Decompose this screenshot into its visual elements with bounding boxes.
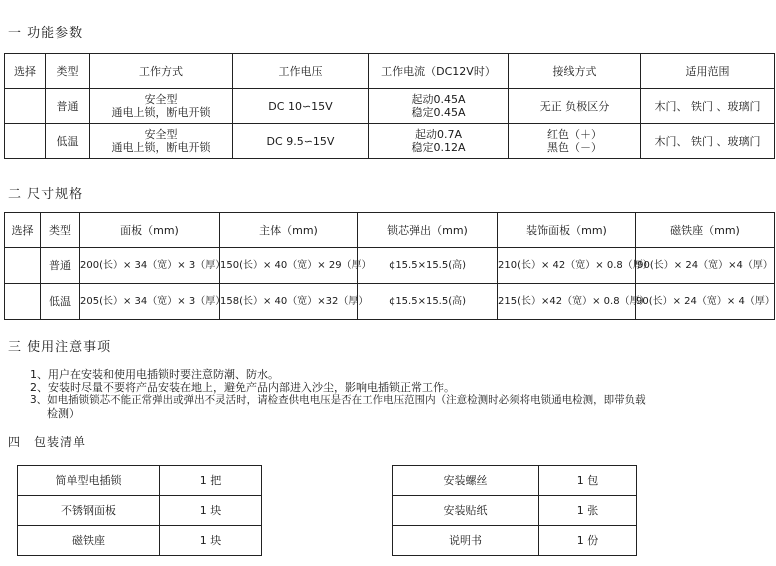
wiring-line: 红色（＋） — [547, 128, 602, 141]
body-cell: 150(长）× 40（宽）× 29（厚） — [220, 248, 358, 284]
select-cell — [5, 89, 46, 124]
voltage-cell: DC 10∽15V — [233, 89, 369, 124]
item-cell: 安装螺丝 — [393, 466, 539, 496]
note-item: 2、安装时尽量不要将产品安装在地上，避免产品内部进入沙尘，影响电插锁正常工作。 — [30, 381, 455, 394]
select-cell — [5, 124, 46, 159]
packing-table-right — [392, 465, 637, 556]
current-line: 稳定0.45A — [411, 106, 466, 119]
mode-line: 安全型 — [144, 93, 178, 106]
header-cell: 面板（mm) — [80, 213, 220, 248]
table-row — [18, 496, 262, 526]
section-title-function: 一 功能参数 — [8, 26, 84, 41]
select-cell — [5, 248, 41, 284]
deco-cell: 215(长）×42（宽）× 0.8（厚） — [498, 284, 636, 320]
type-cell: 低温 — [41, 284, 80, 320]
select-cell — [5, 284, 41, 320]
header-cell: 接线方式 — [509, 54, 641, 89]
section-title-notes: 三 使用注意事项 — [8, 340, 112, 355]
table-row — [5, 89, 775, 124]
header-cell: 工作电流（DC12V时） — [369, 54, 509, 89]
panel-cell: 205(长）× 34（宽）× 3（厚） — [80, 284, 220, 320]
table-row — [5, 248, 775, 284]
table-row — [393, 466, 637, 496]
deco-cell: 210(长）× 42（宽）× 0.8（厚） — [498, 248, 636, 284]
body-cell: 158(长）× 40（宽）×32（厚） — [220, 284, 358, 320]
header-cell: 工作电压 — [233, 54, 369, 89]
mode-line: 通电上锁，断电开锁 — [111, 106, 211, 119]
header-cell: 适用范围 — [641, 54, 775, 89]
wiring-line: 无正 负极区分 — [539, 99, 610, 113]
qty-cell: 1 份 — [539, 526, 637, 556]
mode-cell — [90, 89, 233, 124]
current-line: 起动0.45A — [411, 93, 466, 106]
qty-cell: 1 张 — [539, 496, 637, 526]
header-cell: 锁芯弹出（mm) — [358, 213, 498, 248]
section-title-size: 二 尺寸规格 — [8, 187, 84, 202]
header-cell: 类型 — [41, 213, 80, 248]
section-title-packing: 四 包装清单 — [8, 435, 87, 449]
table-header-row — [5, 54, 775, 89]
packing-table-left — [17, 465, 262, 556]
current-cell — [369, 89, 509, 124]
mode-line: 安全型 — [144, 128, 178, 141]
function-table — [4, 53, 775, 159]
qty-cell: 1 包 — [539, 466, 637, 496]
header-cell: 类型 — [46, 54, 90, 89]
magnet-cell: 90(长）× 24（宽）×4（厚） — [636, 248, 775, 284]
item-cell: 不锈钢面板 — [18, 496, 160, 526]
table-row — [5, 284, 775, 320]
header-cell: 装饰面板（mm) — [498, 213, 636, 248]
type-cell: 普通 — [46, 89, 90, 124]
header-cell: 磁铁座（mm) — [636, 213, 775, 248]
bolt-cell: ¢15.5×15.5(高) — [358, 284, 498, 320]
mode-cell — [90, 124, 233, 159]
type-cell: 普通 — [41, 248, 80, 284]
mode-line: 通电上锁，断电开锁 — [111, 141, 211, 154]
current-line: 起动0.7A — [414, 128, 463, 141]
type-cell: 低温 — [46, 124, 90, 159]
size-table — [4, 212, 775, 320]
table-row — [5, 124, 775, 159]
item-cell: 磁铁座 — [18, 526, 160, 556]
wiring-cell — [509, 124, 641, 159]
note-item: 1、用户在安装和使用电插锁时要注意防潮、防水。 — [30, 368, 279, 381]
table-row — [393, 496, 637, 526]
note-item: 3、如电插锁锁芯不能正常弹出或弹出不灵活时，请检查供电电压是否在工作电压范围内（注意检测时必须将电锁通电检测，即带负载 — [30, 394, 646, 406]
table-row — [18, 466, 262, 496]
magnet-cell: 90(长）× 24（宽）× 4（厚） — [636, 284, 775, 320]
voltage-cell: DC 9.5∽15V — [233, 124, 369, 159]
item-cell: 安装贴纸 — [393, 496, 539, 526]
range-cell: 木门、 铁门 、玻璃门 — [641, 124, 775, 159]
wiring-line: 黑色（－） — [547, 141, 602, 154]
bolt-cell: ¢15.5×15.5(高) — [358, 248, 498, 284]
table-header-row — [5, 213, 775, 248]
note-item-continuation: 检测） — [47, 407, 80, 420]
table-row — [18, 526, 262, 556]
header-cell: 选择 — [5, 213, 41, 248]
range-cell: 木门、 铁门 、玻璃门 — [641, 89, 775, 124]
qty-cell: 1 块 — [160, 526, 262, 556]
table-row — [393, 526, 637, 556]
qty-cell: 1 块 — [160, 496, 262, 526]
current-line: 稳定0.12A — [411, 141, 466, 154]
qty-cell: 1 把 — [160, 466, 262, 496]
wiring-cell — [509, 89, 641, 124]
header-cell: 主体（mm) — [220, 213, 358, 248]
item-cell: 说明书 — [393, 526, 539, 556]
item-cell: 简单型电插锁 — [18, 466, 160, 496]
header-cell: 选择 — [5, 54, 46, 89]
panel-cell: 200(长）× 34（宽）× 3（厚） — [80, 248, 220, 284]
current-cell — [369, 124, 509, 159]
header-cell: 工作方式 — [90, 54, 233, 89]
notes-list — [30, 368, 772, 420]
